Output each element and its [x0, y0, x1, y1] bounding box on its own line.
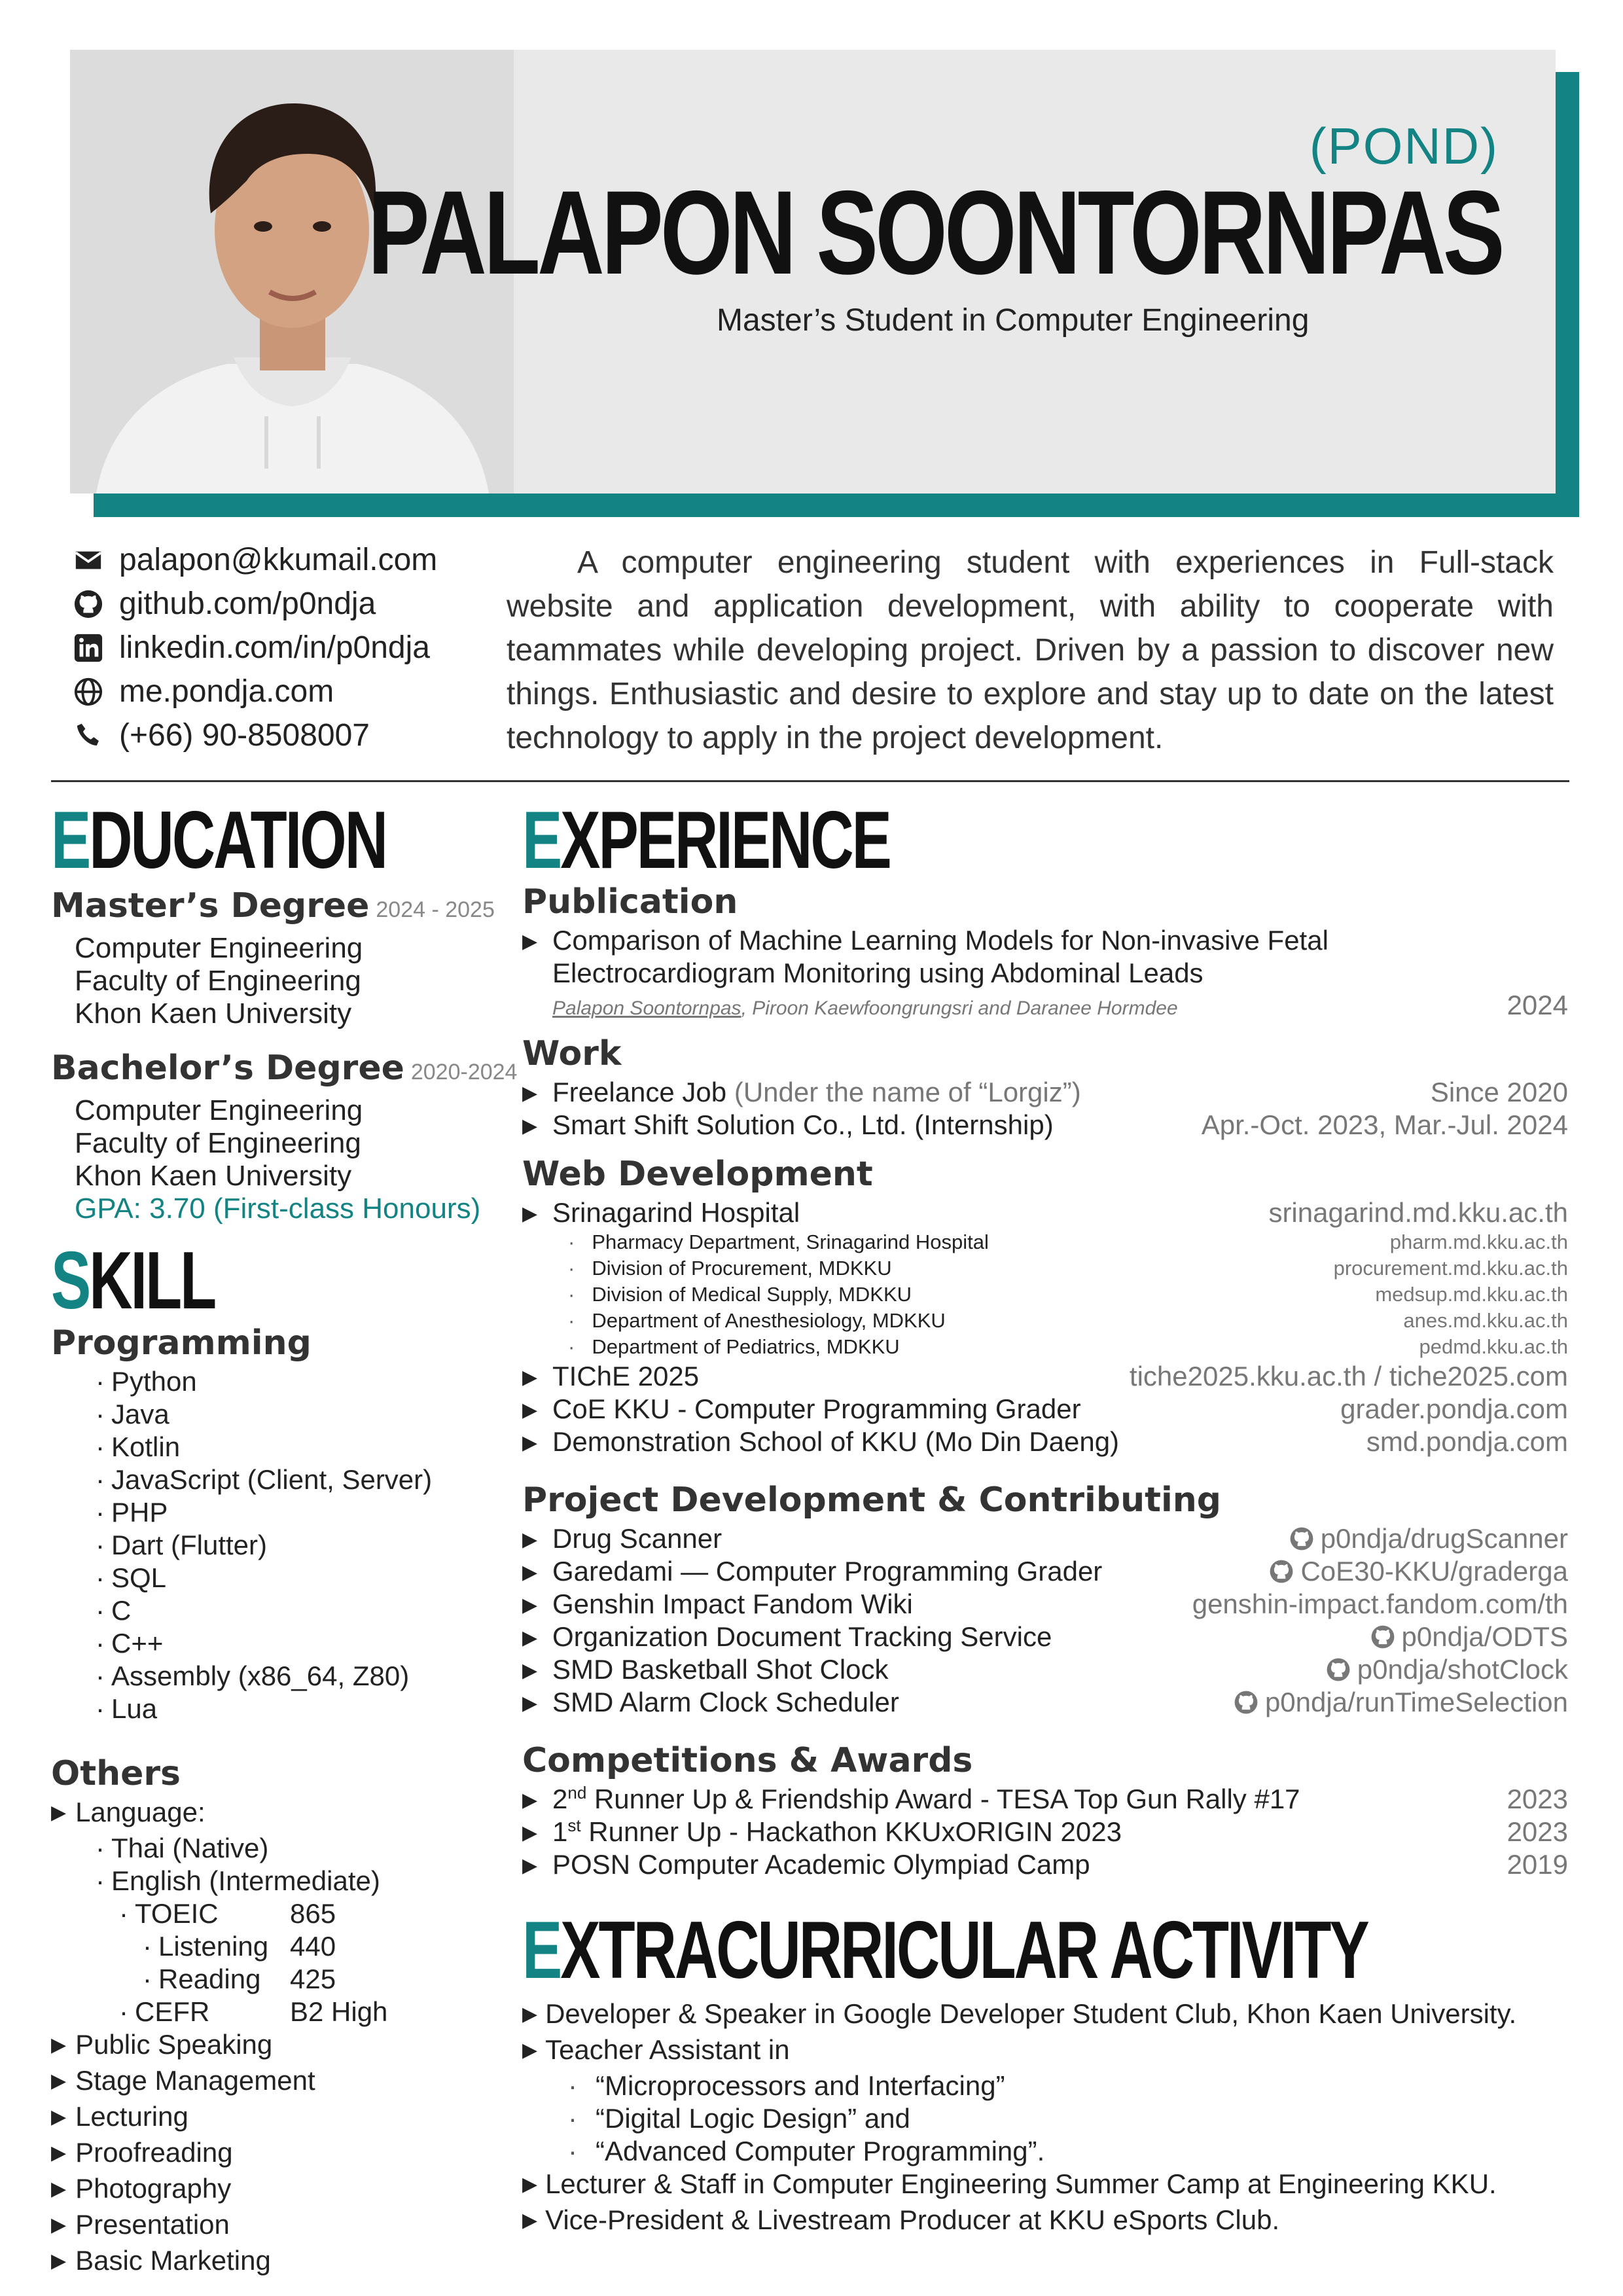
programming-language-list: [51, 1365, 503, 1725]
ta-course: · “Advanced Computer Programming”.: [522, 2135, 1569, 2168]
contact-github-text: github.com/p0ndja: [119, 586, 376, 621]
project-item: [522, 1653, 1568, 1686]
contact-phone-text: (+66) 90-8508007: [119, 718, 370, 753]
web-development-title: Web Development: [522, 1155, 873, 1194]
web-item-url: tiche2025.kku.ac.th / tiche2025.com: [1129, 1361, 1568, 1391]
work-item: ▶ Freelance Job (Under the name of “Lorgiz”) Since 2020: [522, 1076, 1568, 1109]
education-heading: EDUCATION: [51, 795, 387, 886]
github-icon: [1289, 1526, 1314, 1551]
github-icon: [73, 589, 103, 619]
ta-course: · “Digital Logic Design” and: [522, 2102, 1569, 2135]
project-item: [522, 1522, 1568, 1555]
web-item-label: ▶ Demonstration School of KKU (Mo Din Daeng): [522, 1426, 1119, 1458]
award-ordinal-suffix: st: [567, 1816, 581, 1835]
contact-phone[interactable]: [73, 713, 505, 757]
project-link-text: p0ndja/runTimeSelection: [1264, 1687, 1568, 1717]
skill-section: [51, 1321, 503, 2280]
masters-program: Computer Engineering: [75, 932, 363, 964]
web-subitem-label: · Division of Procurement, MDKKU: [568, 1255, 892, 1282]
award-year: 2023: [1507, 1784, 1568, 1814]
language-thai: · Thai (Native): [51, 1832, 503, 1865]
activity-gdsc: ▶ Developer & Speaker in Google Developer Student Club, Khon Kaen University.: [522, 1998, 1569, 2034]
others-title: Others: [51, 1754, 181, 1793]
award-ordinal: 1: [552, 1816, 568, 1847]
programming-language: · Kotlin: [51, 1431, 503, 1463]
award-label: [522, 1848, 1090, 1881]
award-item: [522, 1816, 1568, 1848]
other-skill: ▶ Lecturing: [51, 2100, 503, 2136]
award-text: POSN Computer Academic Olympiad Camp: [552, 1849, 1090, 1880]
project-link-text: p0ndja/drugScanner: [1320, 1523, 1568, 1554]
project-item: [522, 1686, 1568, 1719]
programming-language: · PHP: [51, 1496, 503, 1529]
education-section: [51, 884, 518, 1225]
programming-language: · Java: [51, 1398, 503, 1431]
web-item: [522, 1393, 1568, 1426]
language-english: · English (Intermediate): [51, 1865, 503, 1897]
other-skill: ▶ Stage Management: [51, 2064, 503, 2100]
web-subitem-url: medsup.md.kku.ac.th: [1375, 1283, 1568, 1306]
project-link-text: p0ndja/ODTS: [1401, 1621, 1568, 1652]
project-link-text: genshin-impact.fandom.com/th: [1192, 1588, 1568, 1619]
projects-title: Project Development & Contributing: [522, 1480, 1222, 1520]
other-skill: ▶ Basic Marketing: [51, 2244, 503, 2280]
other-skill: ▶ Presentation: [51, 2208, 503, 2244]
project-link: [1326, 1653, 1568, 1686]
profile-summary: A computer engineering student with experiences in Full-stack website and application development, with ability to cooperate with teammates while developing project. Driven by a passion to discover new things. Enthusiastic and desire to explore and stay up to date on the latest technology to apply in the project development.: [507, 545, 1554, 755]
programming-language: · Lua: [51, 1693, 503, 1725]
contact-list: [73, 538, 505, 757]
programming-language: · C: [51, 1594, 503, 1627]
award-ordinal-suffix: nd: [567, 1783, 587, 1803]
activity-esports: ▶ Vice-President & Livestream Producer at KKU eSports Club.: [522, 2204, 1569, 2240]
web-subitem: [522, 1255, 1568, 1282]
programming-language: · JavaScript (Client, Server): [51, 1463, 503, 1496]
masters-degree: Master’s Degree 2024 - 2025: [51, 886, 495, 925]
programming-title: Programming: [51, 1323, 312, 1363]
web-item-list: [522, 1360, 1568, 1458]
project-item: [522, 1588, 1568, 1621]
cefr-level: · CEFR B2 High: [51, 1996, 503, 2028]
other-skill: ▶ Public Speaking: [51, 2028, 503, 2064]
activity-teacher-assistant: ▶ Teacher Assistant in: [522, 2034, 1569, 2070]
award-item: [522, 1848, 1568, 1881]
web-subitem: [522, 1229, 1568, 1255]
github-icon: [1269, 1559, 1294, 1584]
project-label: ▶ Drug Scanner: [522, 1522, 722, 1555]
web-subitem-label: · Department of Pediatrics, MDKKU: [568, 1334, 900, 1360]
contact-email[interactable]: [73, 538, 505, 582]
awards-title: Competitions & Awards: [522, 1741, 973, 1780]
project-link: [1370, 1621, 1568, 1653]
contact-linkedin-text: linkedin.com/in/p0ndja: [119, 630, 430, 665]
award-label: [522, 1816, 1122, 1848]
masters-university: Khon Kaen University: [75, 997, 352, 1030]
gpa: GPA: 3.70 (First-class Honours): [75, 1193, 481, 1225]
web-subitem: [522, 1282, 1568, 1308]
listening-score: · Listening 440: [51, 1930, 503, 1963]
programming-language: · C++: [51, 1627, 503, 1660]
work-title: Work: [522, 1034, 622, 1073]
other-skill: ▶ Photography: [51, 2172, 503, 2208]
ta-course: · “Microprocessors and Interfacing”: [522, 2070, 1569, 2102]
project-link-text: p0ndja/shotClock: [1357, 1654, 1568, 1685]
work-item: ▶ Smart Shift Solution Co., Ltd. (Internship) Apr.-Oct. 2023, Mar.-Jul. 2024: [522, 1109, 1568, 1141]
project-link: [1289, 1522, 1568, 1555]
project-label: ▶ Genshin Impact Fandom Wiki: [522, 1588, 913, 1621]
contact-website[interactable]: [73, 670, 505, 713]
web-subitem-url: pharm.md.kku.ac.th: [1389, 1230, 1568, 1253]
project-label: ▶ Garedami — Computer Programming Grader: [522, 1555, 1102, 1588]
project-list: [522, 1522, 1568, 1719]
bachelors-degree: Bachelor’s Degree 2020-2024: [51, 1049, 518, 1088]
project-label: ▶ SMD Basketball Shot Clock: [522, 1653, 889, 1686]
bachelors-university: Khon Kaen University: [75, 1160, 352, 1192]
project-label: ▶ Organization Document Tracking Service: [522, 1621, 1052, 1653]
full-name: PALAPON SOONTORNPAS: [367, 166, 1502, 299]
programming-language: · Dart (Flutter): [51, 1529, 503, 1562]
web-subitem-label: · Division of Medical Supply, MDKKU: [568, 1282, 912, 1308]
web-subitem-url: pedmd.kku.ac.th: [1419, 1335, 1568, 1358]
extracurricular-section: [522, 1998, 1569, 2240]
job-title: Master’s Student in Computer Engineering: [717, 303, 1310, 338]
award-list: [522, 1783, 1568, 1881]
contact-linkedin[interactable]: [73, 626, 505, 670]
reading-score: · Reading 425: [51, 1963, 503, 1996]
project-link: [1234, 1686, 1568, 1719]
web-subitem-url: procurement.md.kku.ac.th: [1333, 1257, 1568, 1280]
extracurricular-heading: EXTRACURRICULAR ACTIVITY: [522, 1905, 1368, 1996]
web-item: [522, 1426, 1568, 1458]
award-label: [522, 1783, 1300, 1816]
github-icon: [1370, 1624, 1395, 1649]
web-item-url: grader.pondja.com: [1340, 1393, 1568, 1424]
publication-item: ▶ Comparison of Machine Learning Models for Non-invasive Fetal: [522, 924, 1568, 957]
award-year: 2019: [1507, 1849, 1568, 1880]
web-item-url: smd.pondja.com: [1366, 1426, 1568, 1457]
programming-language: · Assembly (x86_64, Z80): [51, 1660, 503, 1693]
contact-website-text: me.pondja.com: [119, 674, 334, 709]
project-link: [1269, 1555, 1568, 1588]
web-item-hospital: ▶ Srinagarind Hospital srinagarind.md.kku.ac.th: [522, 1196, 1568, 1229]
web-subitem: [522, 1334, 1568, 1360]
web-subitem-label: · Pharmacy Department, Srinagarind Hospital: [568, 1229, 989, 1255]
others-list: [51, 2028, 503, 2280]
project-link: [1192, 1588, 1568, 1621]
contact-email-text: palapon@kkumail.com: [119, 543, 438, 577]
publication-authors: Palapon Soontornpas, Piroon Kaewfoongrungsri and Daranee Hormdee 2024: [552, 990, 1568, 1020]
project-link-text: CoE30-KKU/graderga: [1300, 1556, 1568, 1587]
project-item: [522, 1555, 1568, 1588]
divider: [51, 780, 1569, 782]
bachelors-program: Computer Engineering: [75, 1094, 363, 1126]
award-text: Runner Up & Friendship Award - TESA Top Gun Rally #17: [586, 1784, 1300, 1814]
masters-faculty: Faculty of Engineering: [75, 965, 361, 997]
web-subitem: [522, 1308, 1568, 1334]
project-label: ▶ SMD Alarm Clock Scheduler: [522, 1686, 899, 1719]
web-item-label: ▶ TIChE 2025: [522, 1360, 699, 1393]
language-label: ▶ Language:: [51, 1796, 503, 1832]
other-skill: ▶ Proofreading: [51, 2136, 503, 2172]
project-item: [522, 1621, 1568, 1653]
nickname: (POND): [1309, 117, 1499, 175]
experience-section: [522, 880, 1568, 1881]
activity-summer-camp: ▶ Lecturer & Staff in Computer Engineering Summer Camp at Engineering KKU.: [522, 2168, 1569, 2204]
linkedin-icon: [73, 633, 103, 663]
award-year: 2023: [1507, 1816, 1568, 1847]
github-icon: [1326, 1657, 1351, 1682]
toeic-score: · TOEIC 865: [51, 1897, 503, 1930]
web-subitem-label: · Department of Anesthesiology, MDKKU: [568, 1308, 946, 1334]
award-item: [522, 1783, 1568, 1816]
web-subitem-list: [522, 1229, 1568, 1360]
skill-heading: SKILL: [51, 1236, 215, 1326]
award-text: Runner Up - Hackathon KKUxORIGIN 2023: [580, 1816, 1122, 1847]
award-ordinal: 2: [552, 1784, 568, 1814]
web-item-label: ▶ CoE KKU - Computer Programming Grader: [522, 1393, 1081, 1426]
web-item: [522, 1360, 1568, 1393]
programming-language: · SQL: [51, 1562, 503, 1594]
globe-icon: [73, 677, 103, 707]
github-icon: [1234, 1690, 1258, 1715]
phone-icon: [73, 721, 103, 751]
web-subitem-url: anes.md.kku.ac.th: [1403, 1309, 1568, 1332]
programming-language: · Python: [51, 1365, 503, 1398]
experience-heading: EXPERIENCE: [522, 795, 890, 886]
envelope-icon: [73, 545, 103, 575]
bachelors-faculty: Faculty of Engineering: [75, 1127, 361, 1159]
publication-title: Publication: [522, 882, 738, 922]
publication-title-line2: Electrocardiogram Monitoring using Abdominal Leads: [552, 958, 1204, 988]
contact-github[interactable]: [73, 582, 505, 626]
